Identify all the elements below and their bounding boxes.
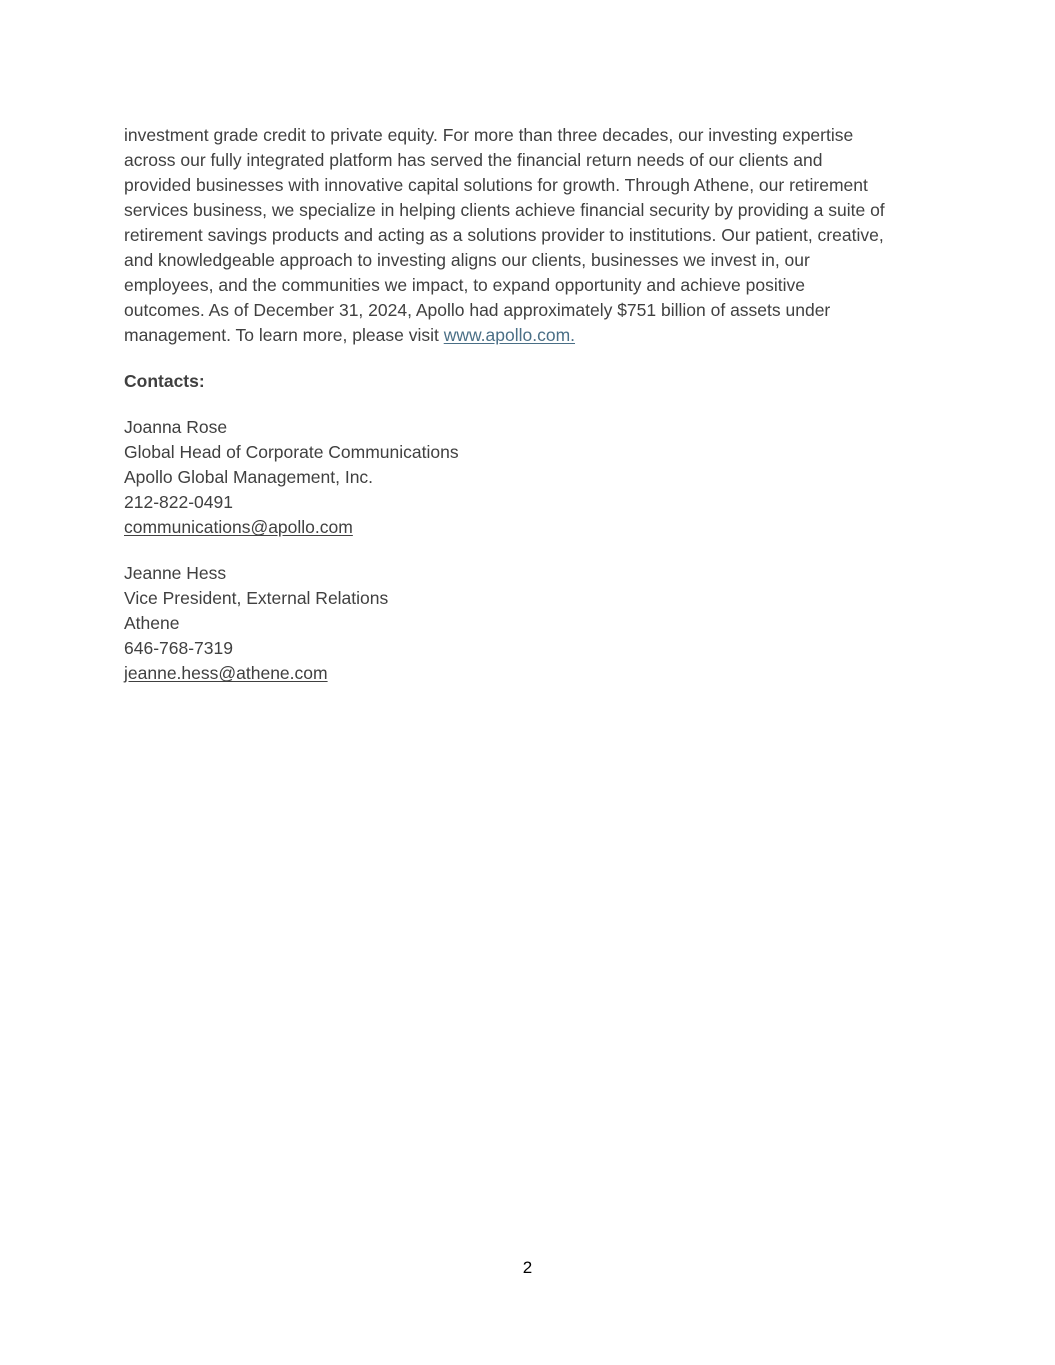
contact-phone: 646-768-7319 bbox=[124, 638, 233, 658]
contact-organization: Athene bbox=[124, 613, 180, 633]
contacts-heading: Contacts: bbox=[124, 371, 205, 391]
contact-title: Global Head of Corporate Communications bbox=[124, 442, 459, 462]
contact-phone: 212-822-0491 bbox=[124, 492, 233, 512]
paragraph-line: and knowledgeable approach to investing aligns our clients, businesses we invest in, our bbox=[124, 250, 810, 270]
paragraph-line: investment grade credit to private equity. For more than three decades, our investing expertise bbox=[124, 125, 854, 145]
apollo-website-link[interactable]: www.apollo.com. bbox=[443, 325, 576, 345]
about-apollo-paragraph bbox=[124, 123, 934, 348]
paragraph-line: across our fully integrated platform has served the financial return needs of our clients and bbox=[124, 150, 823, 170]
paragraph-line: services business, we specialize in helping clients achieve financial security by providing a suite of bbox=[124, 200, 885, 220]
contact-card-joanna-rose bbox=[124, 415, 934, 540]
contact-organization: Apollo Global Management, Inc. bbox=[124, 467, 374, 487]
contact-name: Joanna Rose bbox=[124, 417, 228, 437]
page-number: 2 bbox=[522, 1258, 533, 1277]
contact-email-link[interactable]: jeanne.hess@athene.com bbox=[124, 663, 328, 683]
contact-card-jeanne-hess bbox=[124, 561, 934, 686]
paragraph-last-line-text: management. To learn more, please visit bbox=[124, 325, 444, 345]
paragraph-line: employees, and the communities we impact, to expand opportunity and achieve positive bbox=[124, 275, 805, 295]
paragraph-line: provided businesses with innovative capital solutions for growth. Through Athene, our retirement bbox=[124, 175, 868, 195]
paragraph-line: retirement savings products and acting as a solutions provider to institutions. Our patient, creative, bbox=[124, 225, 884, 245]
paragraph-last-line bbox=[124, 323, 934, 348]
contact-email-link[interactable]: communications@apollo.com bbox=[124, 517, 353, 537]
page-content bbox=[124, 123, 934, 686]
contact-name: Jeanne Hess bbox=[124, 563, 227, 583]
paragraph-line: outcomes. As of December 31, 2024, Apollo had approximately $751 billion of assets under bbox=[124, 300, 831, 320]
contact-title: Vice President, External Relations bbox=[124, 588, 389, 608]
